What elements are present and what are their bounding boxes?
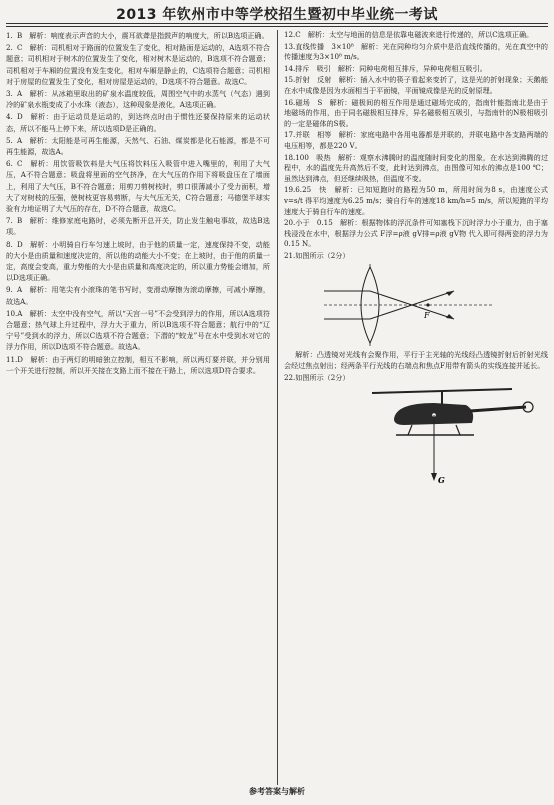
page-footer: 参考答案与解析 bbox=[249, 787, 305, 796]
skid-strut-right bbox=[456, 425, 460, 435]
column-divider bbox=[277, 30, 278, 785]
answer-item-11: 11.D 解析：由于两灯的明暗独立控制，相互不影响，所以两灯要并联，并分别用一个开关进行控制，所以开关接在支路上而不接在干路上，所以选项D符合要求。 bbox=[6, 354, 270, 375]
arrow-head-upper bbox=[446, 314, 454, 319]
answer-item-12: 12.C 解析：太空与地面的信息是依靠电磁波来进行传递的，所以C选项正确。 bbox=[284, 30, 534, 39]
title-rule-thick bbox=[6, 23, 548, 24]
answer-item-3: 3. A 解析：从冰箱里取出的矿泉水温度较低，周围空气中的水蒸气（气态）遇到冷的矿泉水瓶变成了小水珠（液态），这种现象是液化，A选项正确。 bbox=[6, 89, 270, 110]
answer-item-21-explanation: 解析：凸透镜对光线有会聚作用，平行于主光轴的光线经凸透镜折射后折射光线会经过焦点射出；经两条平行光线的右端点和焦点F用带有箭头的实线连接并延长。 bbox=[284, 350, 548, 371]
answer-item-20: 20.小于 0.15 解析：根据物体的浮沉条件可知塞栈下沉时浮力小于重力，由于塞栈浸没在水中，根据浮力公式 F浮=ρ液 gV排=ρ液 gV物 代入即可得两瓷的浮力为0.15 N。 bbox=[284, 218, 548, 249]
answer-item-10: 10.A 解析：太空中没有空气，所以“天宫一号”不会受到浮力的作用，所以A选项符合题意；热气球上升过程中，浮力大于重力，所以B选项不符合题意；航行中的“辽宁号”受到水的浮力，所以C选项不符合题意；下潜的“蛟龙”号在水中受到水对它的浮力作用，所以D选项不符合题意。故选A。 bbox=[6, 308, 270, 352]
lens-ray-diagram bbox=[284, 263, 548, 347]
exam-title: 2013 年钦州市中等学校招生暨初中毕业统一考试 bbox=[116, 7, 438, 23]
arrow-head-lower bbox=[446, 291, 454, 296]
answer-item-14: 14.排斥 吸引 解析：同种电荷相互排斥，异种电荷相互吸引。 bbox=[284, 63, 487, 73]
helicopter-force-diagram bbox=[284, 385, 548, 495]
title-rule-thin bbox=[6, 26, 548, 27]
answer-item-18: 18.100 吸热 解析：观察水沸腾时的温度随时间变化的图象，在水达到沸腾的过程中，水的温度先升高然后不变，此时达到沸点，由图像可知水的沸点是100 ℃；虽然达到沸点，但还继续吸热，但温度不变。 bbox=[284, 152, 548, 183]
focus-point bbox=[426, 304, 429, 307]
answer-item-17: 17.并联 相等 解析：家庭电路中各用电器都是并联的，并联电路中各支路两端的电压相等，都是220 V。 bbox=[284, 130, 548, 150]
left-column bbox=[6, 30, 270, 780]
right-column bbox=[284, 30, 548, 780]
answer-item-22: 22.如图所示（2分） bbox=[284, 372, 350, 382]
focus-label: F bbox=[424, 311, 430, 321]
answer-item-6: 6. C 解析：用饮管吸饮料是大气压将饮料压入吸管中进入嘴里的，利用了大气压，A不符合题意；吸盘将里面的空气挤净，在大气压的作用下将吸盘压在了墙面上，利用了大气压，B不符合题意；用剪刀剪树枝时，剪口很薄减小了受力面积，增大了对树枝的压强，使树枝更容易剪断，与大气压无关，C符合题意；马德堡半球实验有力地证明了大气压的存在，D不符合题意，故选C。 bbox=[6, 159, 270, 214]
answer-item-4: 4. D 解析：由于运动员是运动的，到达终点时由于惯性还要保持原来的运动状态，所以不能马上停下来，所以选项D是正确的。 bbox=[6, 112, 270, 133]
gravity-label: G bbox=[438, 475, 445, 486]
answer-item-8: 8. D 解析：小明骑自行车匀速上坡时，由于他的质量一定，速度保持不变，动能的大小是由质量和速度决定的，所以他的动能大小不变；在上坡时，由于他的质量一定，高度会变高，重力势能的大小是由质量和高度决定的，所以重力势能会增加，所以D选项正确。 bbox=[6, 239, 270, 283]
answer-item-21: 21.如图所示（2分） bbox=[284, 250, 350, 260]
answer-item-9: 9. A 解析：用笔尖有小滚珠的笔书写时，变滑动摩擦为滚动摩擦，可减小摩擦，故选A。 bbox=[6, 285, 270, 306]
skid-strut-left bbox=[408, 425, 412, 435]
answer-item-2: 2. C 解析：司机相对于路面的位置发生了变化，相对路面是运动的，A选项不符合题意；司机相对于树木的位置发生了变化，相对树木是运动的，B选项不符合题意；司机相对于车厢的位置没有发生变化，相对车厢是静止的，C选项符合题意；司机相对于房屋的位置发生了变化，相对房屋是运动的，D选项不符合题意。故选C。 bbox=[6, 43, 270, 86]
tail-boom bbox=[470, 407, 526, 411]
answer-item-13: 13.直线传播 3×10⁸ 解析：光在同种均匀介质中是沿直线传播的，光在真空中的传播速度为3×10⁸ m/s。 bbox=[284, 41, 548, 62]
lens-ray-svg bbox=[284, 263, 548, 347]
answer-item-19: 19.6.25 快 解析：已知短跑时的路程为50 m，所用时间为8 s，由速度公式 v=s/t 得平均速度为6.25 m/s；骑自行车的速度18 km/h=5 m/s，所以短跑的平均速度大于骑自行车的速度。 bbox=[284, 185, 548, 216]
answer-item-1: 1. B 解析：响度表示声音的大小，震耳欲聋是指鼓声的响度大，所以B选项正确。 bbox=[6, 31, 269, 40]
answer-item-15: 15.折射 反射 解析：插入水中的筷子看起来变折了，这是光的折射现象；天鹅能在水中成像是因为水面相当于平面镜，平面镜成像是光的反射原理。 bbox=[284, 75, 548, 95]
answer-item-7: 7. B 解析：维修家庭电路时，必须先断开总开关，防止发生触电事故，故选B选项。 bbox=[6, 216, 270, 237]
gravity-arrow-head bbox=[431, 473, 437, 481]
answer-item-16: 16.磁场 S 解析：磁极间的相互作用是通过磁场完成的，指南针能指南北是由于地磁场的作用，由于同名磁极相互排斥，异名磁极相互吸引，与指南针的N极相吸引的一定是磁体的S极。 bbox=[284, 97, 548, 128]
answer-item-5: 5. A 解析：太阳能是可再生能源，天然气、石油、煤炭都是化石能源，都是不可再生能源，故选A。 bbox=[6, 135, 270, 157]
helicopter-svg bbox=[284, 385, 548, 495]
